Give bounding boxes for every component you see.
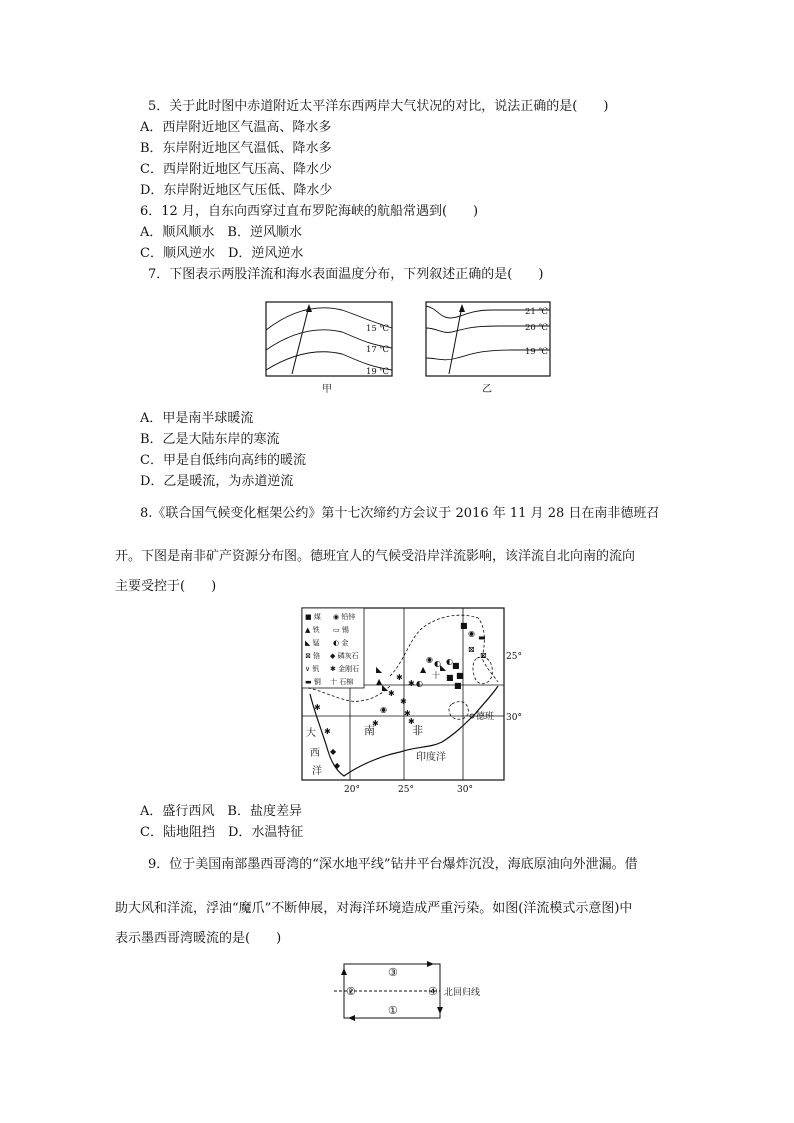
lat-30-label: 30° <box>506 713 522 723</box>
lon-20-label: 20° <box>344 785 360 795</box>
q7-stem: 7．下图表示两股洋流和海水表面温度分布，下列叙述正确的是( ) <box>148 267 544 282</box>
current-2: ② <box>346 985 356 998</box>
svg-text:✱: ✱ <box>324 727 331 736</box>
svg-text:■: ■ <box>454 681 462 690</box>
durban-label: 德班 <box>476 712 495 722</box>
svg-text:◐: ◐ <box>416 679 423 688</box>
svg-text:✱: ✱ <box>400 697 407 706</box>
lon-30-label: 30° <box>457 785 473 795</box>
svg-text:◉: ◉ <box>380 705 387 714</box>
current-4: ④ <box>428 985 438 998</box>
legend-chromium: ⊠ 铬 <box>305 652 321 660</box>
q6-options-ab: A．顺风顺水 B．逆风顺水 <box>140 225 302 240</box>
q7-option-b: B．乙是大陆东岸的寒流 <box>140 432 280 447</box>
legend-apatite: ◆ 磷灰石 <box>330 652 359 660</box>
lat-25-label: 25° <box>506 652 522 662</box>
svg-text:▲: ▲ <box>376 677 383 686</box>
legend-copper: ▬ 铜 <box>305 678 321 686</box>
svg-text:◣: ◣ <box>382 683 389 692</box>
svg-text:◐: ◐ <box>446 657 453 666</box>
q7-option-a: A．甲是南半球暖流 <box>140 411 254 426</box>
svg-text:▲: ▲ <box>420 665 427 674</box>
map-label-fei: 非 <box>412 724 423 737</box>
figure-label-yi: 乙 <box>482 384 492 395</box>
q7-isotherm-figure <box>262 300 552 396</box>
svg-text:◆: ◆ <box>334 761 341 770</box>
q5-option-b: B．东岸附近地区气温低、降水多 <box>140 141 332 156</box>
map-label-indian-ocean: 印度洋 <box>416 752 446 763</box>
map-label-xi: 西 <box>310 748 320 759</box>
q7-option-d: D．乙是暖流，为赤道逆流 <box>140 474 294 489</box>
q8-line3: 主要受控于( ) <box>115 579 217 594</box>
current-1: ① <box>388 1004 398 1017</box>
svg-text:⊠: ⊠ <box>480 651 487 660</box>
yi-isotherm-19: 19 ℃ <box>525 347 549 357</box>
svg-text:✱: ✱ <box>408 679 415 688</box>
ocean-current-model-figure <box>330 958 500 1024</box>
svg-text:◣: ◣ <box>440 663 447 672</box>
svg-text:✱: ✱ <box>388 689 395 698</box>
svg-text:✱: ✱ <box>314 703 321 712</box>
jia-isotherm-17: 17 ℃ <box>366 345 390 355</box>
yi-isotherm-21: 21 ℃ <box>525 307 549 317</box>
svg-text:十: 十 <box>432 671 440 680</box>
svg-text:■: ■ <box>460 621 468 630</box>
jia-isotherm-19: 19 ℃ <box>366 367 390 377</box>
q8-options-cd: C．陆地阻挡 D．水温特征 <box>140 825 304 840</box>
svg-text:◣: ◣ <box>376 665 383 674</box>
svg-text:◉: ◉ <box>468 629 475 638</box>
svg-text:■: ■ <box>456 671 464 680</box>
q5-stem: 5．关于此时图中赤道附近太平洋东西两岸大气状况的对比，说法正确的是( ) <box>148 99 609 114</box>
yi-isotherm-20: 20 ℃ <box>525 323 549 333</box>
south-africa-mineral-map <box>300 606 530 796</box>
q8-line1: 8.《联合国气候变化框架公约》第十七次缔约方会议于 2016 年 11 月 28 日在南非德班召 <box>140 506 660 521</box>
q8-line2: 开。下图是南非矿产资源分布图。德班宜人的气候受沿岸洋流影响，该洋流自北向南的流向 <box>115 549 636 564</box>
legend-iron: ▲ 铁 <box>305 626 320 634</box>
q5-option-d: D．东岸附近地区气压低、降水少 <box>140 183 333 198</box>
svg-text:■: ■ <box>446 673 454 682</box>
current-3: ③ <box>388 966 398 979</box>
q5-option-c: C．西岸附近地区气压高、降水少 <box>140 162 332 177</box>
figure-label-jia: 甲 <box>322 384 332 395</box>
legend-coal: ■ 煤 <box>305 613 321 621</box>
legend-vanadium: ∨ 钒 <box>305 665 320 673</box>
legend-asbestos: 十 石棉 <box>330 678 354 686</box>
legend-gold: ◐ 金 <box>333 639 349 647</box>
legend-tin: ▭ 锡 <box>333 626 349 634</box>
svg-text:✱: ✱ <box>408 717 415 726</box>
map-label-da: 大 <box>306 728 316 739</box>
tropic-of-cancer-label: 北回归线 <box>444 988 481 998</box>
legend-lead-zinc: ◉ 铅锌 <box>333 613 356 621</box>
q7-option-c: C．甲是自低纬向高纬的暖流 <box>140 453 306 468</box>
svg-text:▬: ▬ <box>478 633 486 642</box>
svg-text:✱: ✱ <box>404 709 411 718</box>
map-label-nan: 南 <box>364 724 375 737</box>
legend-diamond: ✱ 金刚石 <box>330 665 360 673</box>
q8-options-ab: A．盛行西风 B．盐度差异 <box>140 804 302 819</box>
q9-line3: 表示墨西哥湾暖流的是( ) <box>115 931 282 946</box>
q6-options-cd: C．顺风逆水 D．逆风逆水 <box>140 246 304 261</box>
jia-isotherm-15: 15 ℃ <box>366 324 390 334</box>
map-label-yang: 洋 <box>312 766 322 777</box>
svg-text:◆: ◆ <box>330 747 337 756</box>
svg-text:◐: ◐ <box>434 659 441 668</box>
svg-text:✱: ✱ <box>372 719 379 728</box>
q5-option-a: A．西岸附近地区气温高、降水多 <box>140 120 332 135</box>
q9-line1: 9．位于美国南部墨西哥湾的“深水地平线”钻井平台爆炸沉没，海底原油向外泄漏。借 <box>148 857 638 872</box>
svg-text:✱: ✱ <box>396 673 403 682</box>
svg-text:■: ■ <box>452 661 460 670</box>
legend-manganese: ◣ 锰 <box>305 639 320 647</box>
svg-text:◉: ◉ <box>426 655 433 664</box>
svg-text:⊠: ⊠ <box>468 645 475 654</box>
q9-line2: 助大风和洋流，浮油“魔爪”不断伸展，对海洋环境造成严重污染。如图(洋流模式示意图)中 <box>115 901 633 916</box>
lon-25-label: 25° <box>398 785 414 795</box>
q6-stem: 6．12 月，自东向西穿过直布罗陀海峡的航船常遇到( ) <box>140 204 479 219</box>
